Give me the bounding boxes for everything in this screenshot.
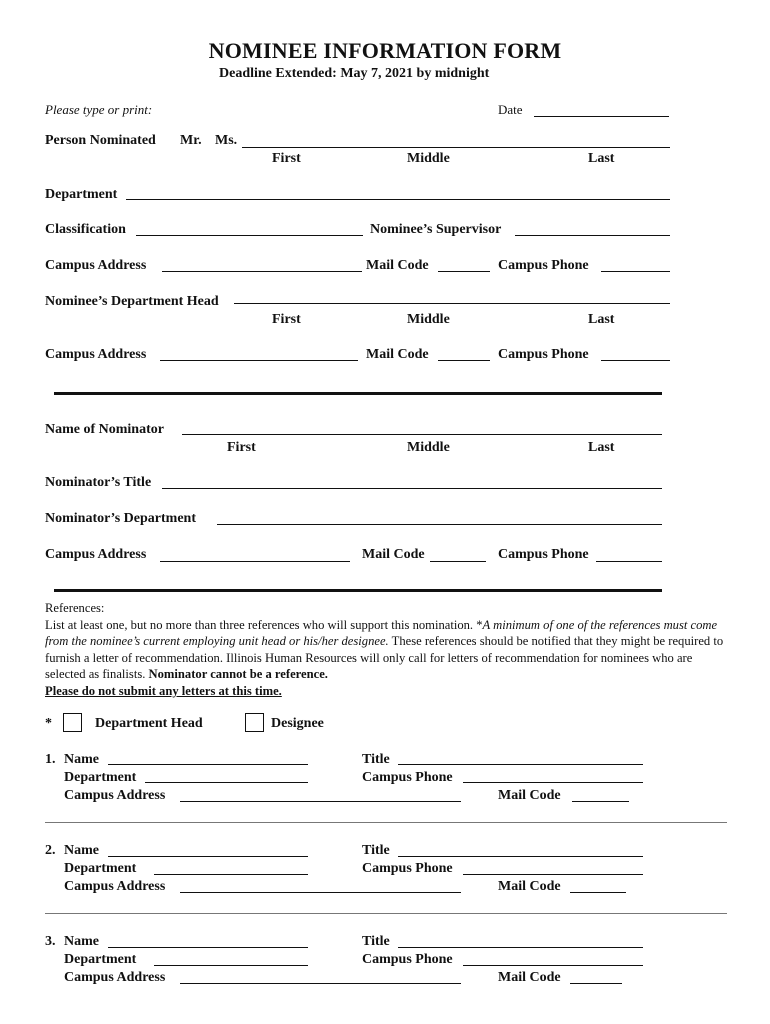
nominator-name-label: Name of Nominator [45,422,164,437]
reference-phone-field[interactable] [463,874,643,875]
campus-address-label: Campus Address [45,347,147,362]
reference-department-label: Department [64,861,137,876]
first-caption: First [272,151,301,166]
department-label: Department [45,187,118,202]
reference-number: 1. [45,752,56,767]
campus-address-field[interactable] [162,271,362,272]
campus-address-label: Campus Address [45,258,147,273]
reference-address-field[interactable] [180,983,461,984]
references-body: List at least one, but no more than three references who will support this nomination. *A minimum of one of the references must come from the nominee’s current employing unit head or his/her designee. These references should be notified that they might be required to furnish a letter of recommendation. Illinois Human Resources will only call for letters of recommendation for nominees who are selected as finalists. Nominator cannot be a reference. [45,617,724,682]
reference-number: 2. [45,843,56,858]
type-print-note: Please type or print: [45,102,153,117]
reference-mailcode-label: Mail Code [498,879,561,894]
mail-code-label: Mail Code [362,547,425,562]
reference-name-label: Name [64,843,99,858]
reference-divider [45,822,727,823]
first-caption: First [227,440,256,455]
asterisk-mark: * [45,716,52,731]
reference-title-label: Title [362,752,390,767]
campus-phone-label: Campus Phone [498,547,589,562]
reference-phone-label: Campus Phone [362,770,453,785]
reference-address-label: Campus Address [64,788,166,803]
campus-phone-field[interactable] [596,561,662,562]
reference-name-field[interactable] [108,947,308,948]
campus-address-field[interactable] [160,360,358,361]
dept-head-field[interactable] [234,303,670,304]
reference-title-label: Title [362,934,390,949]
nominee-supervisor-label: Nominee’s Supervisor [370,222,502,237]
designee-checkbox[interactable] [245,713,264,732]
reference-address-field[interactable] [180,801,461,802]
mail-code-label: Mail Code [366,347,429,362]
classification-label: Classification [45,222,126,237]
mail-code-field[interactable] [430,561,486,562]
campus-address-label: Campus Address [45,547,147,562]
reference-department-label: Department [64,770,137,785]
department-head-option-label: Department Head [95,716,203,731]
reference-name-label: Name [64,752,99,767]
campus-phone-label: Campus Phone [498,347,589,362]
deadline-text: Deadline Extended: May 7, 2021 by midnight [219,66,490,81]
department-head-checkbox[interactable] [63,713,82,732]
references-instructions [45,600,735,700]
designee-option-label: Designee [271,716,324,731]
reference-title-field[interactable] [398,856,643,857]
campus-phone-field[interactable] [601,271,670,272]
nominee-supervisor-field[interactable] [515,235,670,236]
campus-phone-field[interactable] [601,360,670,361]
reference-phone-field[interactable] [463,965,643,966]
reference-mailcode-field[interactable] [572,801,629,802]
person-nominated-label: Person Nominated [45,133,156,148]
reference-mailcode-label: Mail Code [498,788,561,803]
reference-title-field[interactable] [398,764,643,765]
reference-title-label: Title [362,843,390,858]
nominator-name-field[interactable] [182,434,662,435]
middle-caption: Middle [407,151,450,166]
reference-mailcode-field[interactable] [570,983,622,984]
campus-address-field[interactable] [160,561,350,562]
section-divider [54,392,662,395]
no-letters-note: Please do not submit any letters at this time. [45,683,282,698]
classification-field[interactable] [136,235,363,236]
section-divider [54,589,662,592]
reference-address-label: Campus Address [64,970,166,985]
reference-mailcode-label: Mail Code [498,970,561,985]
reference-name-field[interactable] [108,764,308,765]
dept-head-label: Nominee’s Department Head [45,294,219,309]
form-title: NOMINEE INFORMATION FORM [208,38,562,63]
reference-department-field[interactable] [154,874,308,875]
nominator-title-label: Nominator’s Title [45,475,152,490]
last-caption: Last [588,440,615,455]
reference-name-field[interactable] [108,856,308,857]
date-label: Date [498,102,523,117]
department-field[interactable] [126,199,670,200]
reference-address-label: Campus Address [64,879,166,894]
nominator-department-label: Nominator’s Department [45,511,196,526]
first-caption: First [272,312,301,327]
reference-title-field[interactable] [398,947,643,948]
reference-address-field[interactable] [180,892,461,893]
reference-phone-field[interactable] [463,782,643,783]
last-caption: Last [588,151,615,166]
reference-department-label: Department [64,952,137,967]
ms-option[interactable]: Ms. [215,133,238,148]
reference-name-label: Name [64,934,99,949]
nominee-name-field[interactable] [242,147,670,148]
reference-divider [45,913,727,914]
campus-phone-label: Campus Phone [498,258,589,273]
reference-department-field[interactable] [154,965,308,966]
reference-phone-label: Campus Phone [362,952,453,967]
reference-mailcode-field[interactable] [570,892,626,893]
nominator-department-field[interactable] [217,524,662,525]
nominator-title-field[interactable] [162,488,662,489]
last-caption: Last [588,312,615,327]
middle-caption: Middle [407,312,450,327]
reference-department-field[interactable] [145,782,308,783]
mail-code-field[interactable] [438,271,490,272]
references-heading: References: [45,601,105,615]
mail-code-field[interactable] [438,360,490,361]
date-field[interactable] [534,116,669,117]
reference-phone-label: Campus Phone [362,861,453,876]
mail-code-label: Mail Code [366,258,429,273]
middle-caption: Middle [407,440,450,455]
mr-option[interactable]: Mr. [180,133,202,148]
reference-number: 3. [45,934,56,949]
